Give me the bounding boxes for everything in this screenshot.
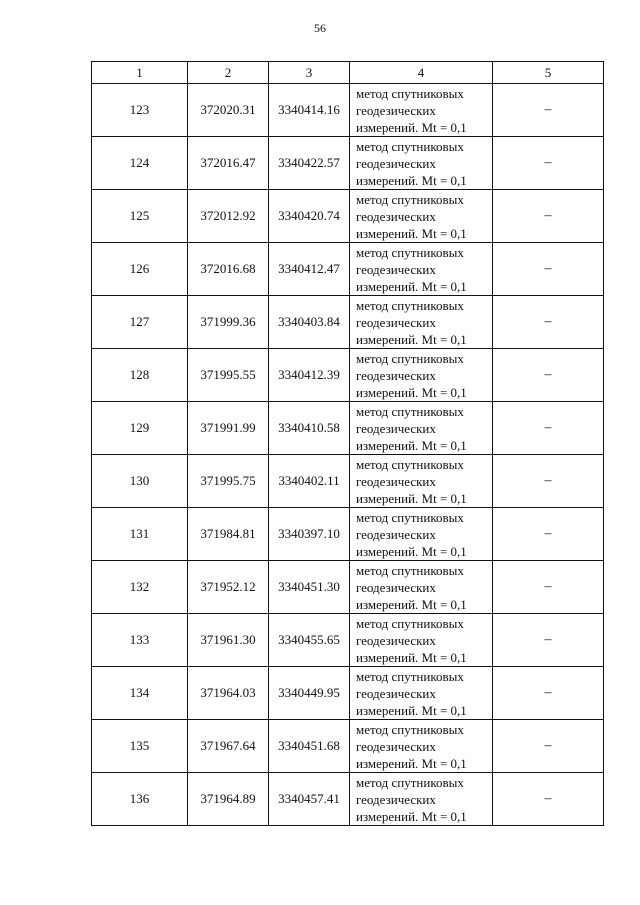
coordinate-y: 3340422.57 (269, 137, 350, 190)
table-row (92, 667, 604, 720)
point-number: 126 (92, 243, 188, 296)
coordinate-y: 3340412.39 (269, 349, 350, 402)
note-cell: – (493, 84, 604, 137)
method-line-1: метод спутниковых (356, 244, 464, 260)
method-line-2: геодезических (356, 738, 436, 754)
note-cell: – (493, 455, 604, 508)
header-col-1: 1 (92, 62, 188, 84)
method-line-1: метод спутниковых (356, 774, 464, 790)
point-number: 133 (92, 614, 188, 667)
method-line-3: измерений. Mt = 0,1 (356, 543, 467, 559)
method-line-3: измерений. Mt = 0,1 (356, 172, 467, 188)
method-line-3: измерений. Mt = 0,1 (356, 755, 467, 771)
method-line-2: геодезических (356, 155, 436, 171)
method-line-1: метод спутниковых (356, 456, 464, 472)
note-cell: – (493, 720, 604, 773)
note-cell: – (493, 614, 604, 667)
table-row (92, 614, 604, 667)
point-number: 135 (92, 720, 188, 773)
point-number: 136 (92, 773, 188, 826)
method-description (350, 773, 493, 826)
method-line-1: метод спутниковых (356, 615, 464, 631)
header-col-3: 3 (269, 62, 350, 84)
table-body (92, 84, 604, 826)
method-line-3: измерений. Mt = 0,1 (356, 278, 467, 294)
method-line-3: измерений. Mt = 0,1 (356, 331, 467, 347)
method-line-2: геодезических (356, 314, 436, 330)
coordinate-y: 3340412.47 (269, 243, 350, 296)
table-row (92, 402, 604, 455)
table-row (92, 561, 604, 614)
method-line-2: геодезических (356, 791, 436, 807)
point-number: 124 (92, 137, 188, 190)
method-line-2: геодезических (356, 579, 436, 595)
note-cell: – (493, 137, 604, 190)
note-cell: – (493, 561, 604, 614)
point-number: 131 (92, 508, 188, 561)
method-line-1: метод спутниковых (356, 509, 464, 525)
coordinate-x: 371964.89 (188, 773, 269, 826)
point-number: 123 (92, 84, 188, 137)
note-cell: – (493, 296, 604, 349)
method-line-2: геодезических (356, 102, 436, 118)
coordinate-x: 371952.12 (188, 561, 269, 614)
method-line-2: геодезических (356, 473, 436, 489)
table-row (92, 455, 604, 508)
coordinate-y: 3340420.74 (269, 190, 350, 243)
coordinate-y: 3340449.95 (269, 667, 350, 720)
note-cell: – (493, 349, 604, 402)
table-row (92, 720, 604, 773)
method-line-3: измерений. Mt = 0,1 (356, 384, 467, 400)
page-number: 56 (314, 21, 326, 35)
note-cell: – (493, 773, 604, 826)
coordinate-x: 371999.36 (188, 296, 269, 349)
coordinate-y: 3340397.10 (269, 508, 350, 561)
point-number: 125 (92, 190, 188, 243)
header-col-5: 5 (493, 62, 604, 84)
method-description (350, 720, 493, 773)
method-description (350, 402, 493, 455)
method-description (350, 349, 493, 402)
coordinate-y: 3340403.84 (269, 296, 350, 349)
point-number: 130 (92, 455, 188, 508)
table-row (92, 773, 604, 826)
method-description (350, 561, 493, 614)
coordinates-table (91, 61, 604, 826)
note-cell: – (493, 190, 604, 243)
method-line-3: измерений. Mt = 0,1 (356, 596, 467, 612)
method-line-2: геодезических (356, 526, 436, 542)
method-description (350, 190, 493, 243)
method-line-3: измерений. Mt = 0,1 (356, 437, 467, 453)
coordinate-x: 371995.75 (188, 455, 269, 508)
method-description (350, 296, 493, 349)
method-line-1: метод спутниковых (356, 191, 464, 207)
header-col-2: 2 (188, 62, 269, 84)
table-row (92, 296, 604, 349)
method-line-1: метод спутниковых (356, 721, 464, 737)
coordinate-x: 371984.81 (188, 508, 269, 561)
method-line-1: метод спутниковых (356, 85, 464, 101)
point-number: 129 (92, 402, 188, 455)
coordinate-x: 371991.99 (188, 402, 269, 455)
note-cell: – (493, 667, 604, 720)
method-description (350, 508, 493, 561)
method-description (350, 137, 493, 190)
coordinate-x: 371961.30 (188, 614, 269, 667)
coordinate-y: 3340455.65 (269, 614, 350, 667)
point-number: 134 (92, 667, 188, 720)
method-line-3: измерений. Mt = 0,1 (356, 649, 467, 665)
method-line-2: геодезических (356, 261, 436, 277)
coordinate-x: 372016.47 (188, 137, 269, 190)
table-row (92, 84, 604, 137)
coordinate-x: 371964.03 (188, 667, 269, 720)
table-row (92, 243, 604, 296)
table-row (92, 137, 604, 190)
method-line-3: измерений. Mt = 0,1 (356, 490, 467, 506)
coordinate-y: 3340451.30 (269, 561, 350, 614)
table-header (92, 62, 604, 84)
coordinate-x: 371995.55 (188, 349, 269, 402)
coordinate-x: 372012.92 (188, 190, 269, 243)
coordinate-y: 3340451.68 (269, 720, 350, 773)
method-line-2: геодезических (356, 632, 436, 648)
table-row (92, 508, 604, 561)
coordinate-y: 3340414.16 (269, 84, 350, 137)
table-row (92, 190, 604, 243)
method-line-1: метод спутниковых (356, 138, 464, 154)
note-cell: – (493, 243, 604, 296)
method-description (350, 667, 493, 720)
method-line-2: геодезических (356, 685, 436, 701)
coordinate-x: 372020.31 (188, 84, 269, 137)
note-cell: – (493, 508, 604, 561)
method-line-1: метод спутниковых (356, 350, 464, 366)
method-description (350, 243, 493, 296)
point-number: 128 (92, 349, 188, 402)
method-description (350, 455, 493, 508)
method-line-2: геодезических (356, 208, 436, 224)
note-cell: – (493, 402, 604, 455)
method-line-1: метод спутниковых (356, 668, 464, 684)
method-line-2: геодезических (356, 367, 436, 383)
header-row (92, 62, 604, 84)
point-number: 127 (92, 296, 188, 349)
method-description (350, 84, 493, 137)
header-col-4: 4 (350, 62, 493, 84)
method-line-1: метод спутниковых (356, 297, 464, 313)
coordinate-x: 371967.64 (188, 720, 269, 773)
method-line-3: измерений. Mt = 0,1 (356, 119, 467, 135)
coordinate-y: 3340410.58 (269, 402, 350, 455)
method-line-1: метод спутниковых (356, 403, 464, 419)
table-row (92, 349, 604, 402)
method-line-1: метод спутниковых (356, 562, 464, 578)
method-line-3: измерений. Mt = 0,1 (356, 702, 467, 718)
method-line-3: измерений. Mt = 0,1 (356, 225, 467, 241)
coordinate-y: 3340402.11 (269, 455, 350, 508)
point-number: 132 (92, 561, 188, 614)
method-line-2: геодезических (356, 420, 436, 436)
coordinate-x: 372016.68 (188, 243, 269, 296)
method-description (350, 614, 493, 667)
coordinate-y: 3340457.41 (269, 773, 350, 826)
method-line-3: измерений. Mt = 0,1 (356, 808, 467, 824)
